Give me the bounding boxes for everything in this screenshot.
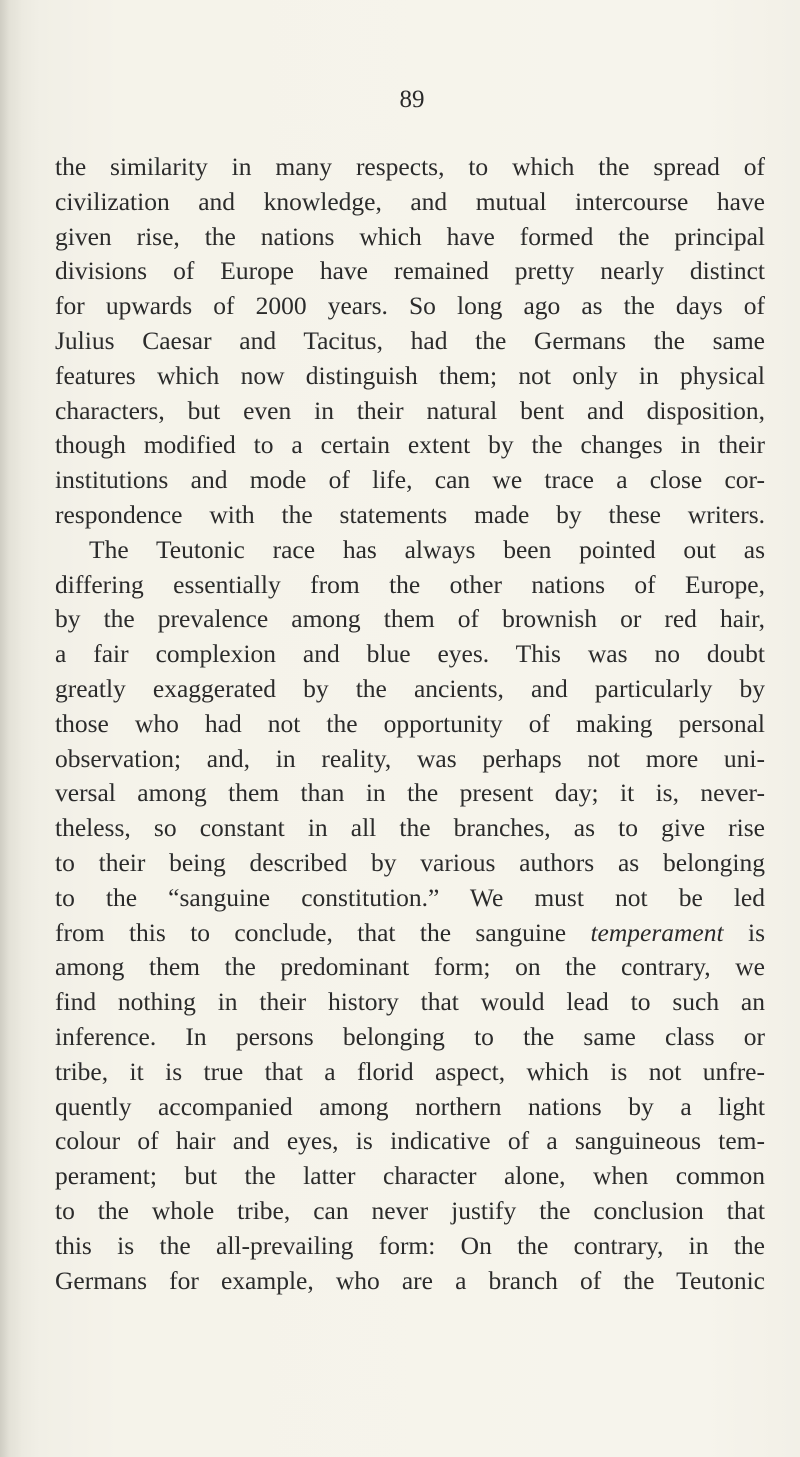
text-line: versal among them than in the present day; it is, never- xyxy=(55,778,765,808)
text-line: a fair complexion and blue eyes. This was no doubt xyxy=(55,639,765,669)
text-line: the similarity in many respects, to which the spread of xyxy=(55,152,765,181)
text-line: Germans for example, who are a branch of the Teutonic xyxy=(55,1265,765,1295)
body-text xyxy=(55,150,765,1298)
text-line: by the prevalence among them of brownish or red hair, xyxy=(55,604,765,634)
text-line: for upwards of 2000 years. So long ago as the days of xyxy=(55,291,765,321)
text-line: tribe, it is true that a florid aspect, which is not unfre- xyxy=(55,1056,765,1086)
text-line: greatly exaggerated by the ancients, and particularly by xyxy=(55,673,765,703)
text-line: civilization and knowledge, and mutual intercourse have xyxy=(55,186,765,216)
text-line: theless, so constant in all the branches, as to give rise xyxy=(55,813,765,843)
text-line: observation; and, in reality, was perhaps not more uni- xyxy=(55,743,765,773)
text-line: find nothing in their history that would lead to such an xyxy=(55,987,765,1017)
text-line: perament; but the latter character alone, when common xyxy=(55,1161,765,1191)
text-line: to the whole tribe, can never justify the conclusion that xyxy=(55,1195,765,1225)
text-line: inference. In persons belonging to the same class or xyxy=(55,1021,765,1051)
page-number: 89 xyxy=(399,86,425,113)
text-line: The Teutonic race has always been pointed out as xyxy=(89,534,765,564)
text-line: among them the predominant form; on the contrary, we xyxy=(55,952,765,982)
text-line: to their being described by various authors as belonging xyxy=(55,847,765,877)
italic-word: temperament xyxy=(590,917,724,947)
text-line: to the “sanguine constitution.” We must not be led xyxy=(55,882,765,912)
text-line-with-italic: from this to conclude, that the sanguine temperament is xyxy=(55,917,765,947)
text-line: divisions of Europe have remained pretty nearly distinct xyxy=(55,256,765,286)
text-line: differing essentially from the other nations of Europe, xyxy=(55,569,765,599)
text-line: quently accompanied among northern nations by a light xyxy=(55,1091,765,1121)
text-line: though modified to a certain extent by the changes in their xyxy=(55,430,765,460)
text-line: features which now distinguish them; not only in physical xyxy=(55,360,765,390)
text-line: those who had not the opportunity of making personal xyxy=(55,708,765,738)
binding-gutter-shadow xyxy=(0,0,22,1457)
text-line: characters, but even in their natural bent and disposition, xyxy=(55,395,765,425)
text-line: institutions and mode of life, can we trace a close cor- xyxy=(55,465,765,495)
text-line: colour of hair and eyes, is indicative of a sanguineous tem- xyxy=(55,1126,765,1156)
text-line: respondence with the statements made by these writers. xyxy=(55,499,765,529)
text-line: given rise, the nations which have formed the principal xyxy=(55,221,765,251)
text-line: Julius Caesar and Tacitus, had the Germans the same xyxy=(55,325,765,355)
text-line: this is the all-prevailing form: On the contrary, in the xyxy=(55,1230,765,1260)
